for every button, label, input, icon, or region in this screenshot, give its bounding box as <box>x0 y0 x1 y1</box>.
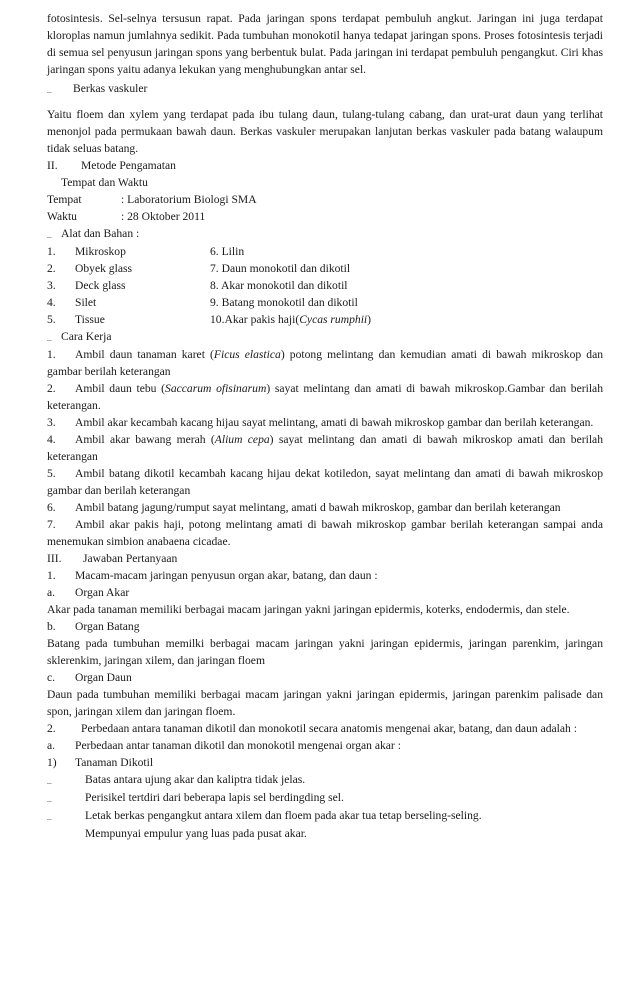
section-title: Metode Pengamatan <box>81 159 176 172</box>
list-item: 4. Silet 9. Batang monokotil dan dikotil <box>47 296 358 309</box>
list-item: 3. Deck glass 8. Akar monokotil dan dikotil <box>47 279 348 292</box>
berkas-heading: Berkas vaskuler <box>73 82 148 95</box>
tools-heading: Alat dan Bahan : <box>61 227 140 240</box>
document-body <box>47 10 603 842</box>
berkas-paragraph: Yaitu floem dan xylem yang terdapat pada ibu tulang daun, tulang-tulang cabang, dan urat-urat daun yang terlihat menonjol pada permukaan bawah daun. Berkas vaskuler merupakan lanjutan berkas vaskuler pada batang walaupum tidak seluas batang. <box>47 108 603 155</box>
organ-batang-heading: b. Organ Batang <box>47 620 140 633</box>
procedure-heading-row <box>47 328 603 346</box>
list-item: 2. Obyek glass 7. Daun monokotil dan dikotil <box>47 262 351 275</box>
tools-heading-row <box>47 225 603 243</box>
dikotil-points <box>47 771 603 842</box>
list-item: 1. Ambil daun tanaman karet (Ficus elastica) potong melintang dan kemudian amati di bawah mikroskop dan gambar berilah keterangan <box>47 348 604 378</box>
question-2a: a. Perbedaan antar tanaman dikotil dan monokotil mengenai organ akar : <box>47 739 401 752</box>
berkas-heading-row <box>47 78 603 98</box>
bullet-marker: _ <box>47 84 52 94</box>
tempat-row <box>47 191 603 208</box>
question-2: 2. Perbedaan antara tanaman dikotil dan monokotil secara anatomis mengenai akar, batang, dan daun adalah : <box>47 722 577 735</box>
list-item: 5. Ambil batang dikotil kecambah kacang hijau dekat kotiledon, sayat melintang dan amati di bawah mikroskop gambar dan berilah keterangan <box>47 467 603 497</box>
list-item: _ Batas antara ujung akar dan kaliptra tidak jelas. <box>47 773 306 786</box>
organ-akar-heading: a. Organ Akar <box>47 586 130 599</box>
waktu-label: Waktu <box>47 210 77 223</box>
list-item: 1. Mikroskop 6. Lilin <box>47 245 245 258</box>
list-item: 7. Ambil akar pakis haji, potong melintang amati di bawah mikroskop gambar berilah keterangan sampai anda menemukan simbion anabaena cicadae. <box>47 518 603 548</box>
procedure-steps <box>47 346 603 550</box>
list-item: 2. Ambil daun tebu (Saccarum ofisinarum) sayat melintang dan amati di bawah mikroskop.Gambar dan berilah keterangan. <box>47 382 604 412</box>
list-item: 3. Ambil akar kecambah kacang hijau sayat melintang, amati di bawah mikroskop gambar dan berilah keterangan. <box>47 416 594 429</box>
section-numeral: II. <box>47 159 58 172</box>
list-item: 6. Ambil batang jagung/rumput sayat melintang, amati d bawah mikroskop, gambar dan berilah keterangan <box>47 501 561 514</box>
list-item: _ Perisikel tertdiri dari beberapa lapis sel berdingding sel. <box>47 791 344 804</box>
bullet-marker: _ <box>47 229 52 239</box>
section-iii-heading <box>47 550 603 567</box>
organ-daun-heading: c. Organ Daun <box>47 671 132 684</box>
tools-list <box>47 243 603 328</box>
tempat-value: : Laboratorium Biologi SMA <box>121 193 257 206</box>
section-ii-heading <box>47 157 603 174</box>
list-item: 5. Tissue 10.Akar pakis haji(Cycas rumphii) <box>47 313 372 326</box>
procedure-heading: Cara Kerja <box>61 330 112 343</box>
spons-paragraph: fotosintesis. Sel-selnya tersusun rapat. Pada jaringan spons terdapat pembuluh angkut. Jaringan ini juga terdapat kloroplas namun jumlahnya sedikit. Pada tumbuhan monokotil hanya tedapat jaringan spons. Proses fotosintesis terjadi di semua sel penyusun jaringan spons yang berbentuk bulat. Pada jaringan ini terdapat pembuluh pengangkut. Ciri khas jaringan spons yaitu adanya lekukan yang menghubungkan antar sel. <box>47 12 603 76</box>
list-item: 4. Ambil akar bawang merah (Alium cepa) sayat melintang dan amati di bawah mikroskop amati dan berilah keterangan <box>47 433 603 463</box>
list-item: Mempunyai empulur yang luas pada pusat akar. <box>85 827 307 840</box>
section-title: Jawaban Pertanyaan <box>83 552 178 565</box>
organ-batang-text: Batang pada tumbuhan memilki berbagai macam jaringan yakni jaringan epidermis, jaringan parenkim, jaringan sklerenkim, jaringan xilem, dan jaringan floem <box>47 637 603 667</box>
organ-daun-text: Daun pada tumbuhan memiliki berbagai macam jaringan yakni jaringan epidermis, jaringan parenkim palisade dan spon, jaringan xilem dan jaringan floem. <box>47 688 603 718</box>
section-numeral: III. <box>47 552 62 565</box>
time-place-heading: Tempat dan Waktu <box>61 176 148 189</box>
organ-akar-text: Akar pada tanaman memiliki berbagai macam jaringan yakni jaringan epidermis, koterks, endodermis, dan stele. <box>47 603 570 616</box>
tempat-label: Tempat <box>47 193 82 206</box>
list-item: _ Letak berkas pengangkut antara xilem dan floem pada akar tua tetap berseling-seling. <box>47 809 482 822</box>
waktu-value: : 28 Oktober 2011 <box>121 210 206 223</box>
dikotil-heading: 1) Tanaman Dikotil <box>47 756 154 769</box>
waktu-row <box>47 208 603 225</box>
question-1: 1. Macam-macam jaringan penyusun organ akar, batang, dan daun : <box>47 569 378 582</box>
bullet-marker: _ <box>47 332 52 342</box>
